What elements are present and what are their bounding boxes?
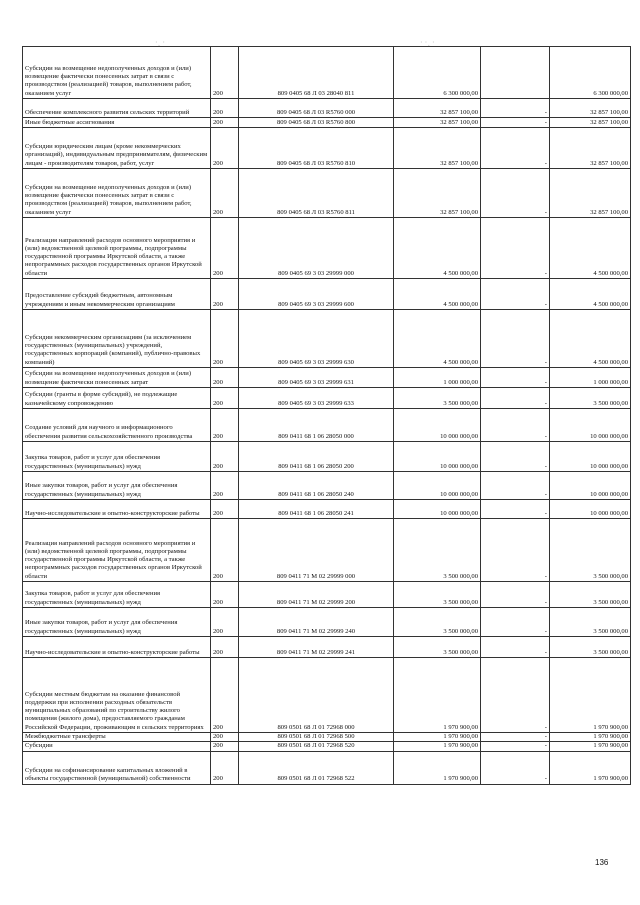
row-total-cell: 4 500 000,00 [550,310,631,368]
row-code-cell: 200 [211,169,239,218]
table-row [23,742,631,751]
table-row [23,608,631,637]
row-total-cell: 32 857 100,00 [550,169,631,218]
row-kbk-cell: 809 0405 68 Л 03 R5760 811 [239,169,394,218]
row-total-cell: 4 500 000,00 [550,279,631,310]
page-number: 136 [595,858,609,867]
row-change-cell: - [481,310,550,368]
row-kbk-cell: 809 0405 69 3 03 29999 000 [239,218,394,279]
row-kbk-cell: 809 0411 68 1 06 28050 000 [239,409,394,442]
row-name-cell: Реализация направлений расходов основного мероприятия и (или) ведомственной целевой программы, подпрограммы государственной программы Иркутской области, а также непрограммных расходов государственных органов Иркутской области [23,519,211,582]
row-change-cell: - [481,128,550,169]
row-kbk-cell: 809 0411 68 1 06 28050 241 [239,500,394,519]
row-code-cell: 200 [211,118,239,128]
row-total-cell: 10 000 000,00 [550,500,631,519]
table-row [23,47,631,99]
row-code-cell: 200 [211,658,239,733]
row-code-cell: 200 [211,500,239,519]
row-amount-cell: 10 000 000,00 [394,500,481,519]
row-kbk-cell: 809 0405 69 3 03 29999 600 [239,279,394,310]
row-amount-cell: 32 857 100,00 [394,99,481,118]
row-code-cell: 200 [211,409,239,442]
row-change-cell: - [481,169,550,218]
row-name-cell: Иные закупки товаров, работ и услуг для обеспечения государственных (муниципальных) нужд [23,608,211,637]
row-code-cell: 200 [211,742,239,751]
row-name-cell: Предоставление субсидий бюджетным, автономным учреждениям и иным некоммерческим организациям [23,279,211,310]
row-name-cell: Субсидии некоммерческим организациям (за исключением государственных (муниципальных) учреждений, государственных корпораций (компаний), публично-правовых компаний) [23,310,211,368]
row-change-cell: - [481,388,550,409]
row-name-cell: Научно-исследовательские и опытно-конструкторские работы [23,637,211,658]
table-row [23,310,631,368]
table-row [23,519,631,582]
row-kbk-cell: 809 0405 68 Л 03 R5760 800 [239,118,394,128]
table-row [23,169,631,218]
row-code-cell: 200 [211,99,239,118]
row-amount-cell: 1 970 900,00 [394,751,481,784]
row-name-cell: Субсидии на софинансирование капитальных вложений в объекты государственной (муниципальной) собственности [23,751,211,784]
row-change-cell: - [481,409,550,442]
row-amount-cell: 3 500 000,00 [394,388,481,409]
row-change-cell: - [481,442,550,472]
row-code-cell: 200 [211,519,239,582]
row-total-cell: 3 500 000,00 [550,519,631,582]
row-kbk-cell: 809 0411 71 М 02 29999 240 [239,608,394,637]
row-name-cell: Субсидии местным бюджетам на оказание финансовой поддержки при исполнении расходных обязательств муниципальных образований по строительству жилого помещения (жилого дома), предоставляемого гражданам Российской Федерации, проживающим в сельских территориях [23,658,211,733]
row-name-cell: Реализация направлений расходов основного мероприятия и (или) ведомственной целевой программы, подпрограммы государственной программы Иркутской области, а также непрограммных расходов государственных органов Иркутской области [23,218,211,279]
row-code-cell: 200 [211,218,239,279]
row-change-cell: - [481,582,550,608]
row-code-cell: 200 [211,368,239,388]
row-name-cell: Обеспечение комплексного развития сельских территорий [23,99,211,118]
row-amount-cell: 3 500 000,00 [394,608,481,637]
row-name-cell: Субсидии на возмещение недополученных доходов и (или) возмещение фактически понесенных затрат в связи с производством (реализацией) товаров, выполнением работ, оказанием услуг [23,47,211,99]
row-amount-cell: 1 000 000,00 [394,368,481,388]
row-amount-cell: 4 500 000,00 [394,218,481,279]
row-total-cell: 32 857 100,00 [550,128,631,169]
row-amount-cell: 10 000 000,00 [394,442,481,472]
row-change-cell: - [481,279,550,310]
header-scribble-left: ·¸ · [155,38,165,47]
row-amount-cell: 1 970 900,00 [394,742,481,751]
table-row [23,500,631,519]
row-code-cell: 200 [211,733,239,742]
row-total-cell: 32 857 100,00 [550,118,631,128]
row-total-cell: 3 500 000,00 [550,582,631,608]
row-total-cell: 10 000 000,00 [550,409,631,442]
row-code-cell: 200 [211,472,239,500]
header-scribble-right: · ·¸ · [420,38,435,47]
row-name-cell: Субсидии (гранты в форме субсидий), не подлежащие казначейскому сопровождению [23,388,211,409]
row-kbk-cell: 809 0501 68 Л 01 72968 000 [239,658,394,733]
row-change-cell: - [481,218,550,279]
row-name-cell: Научно-исследовательские и опытно-конструкторские работы [23,500,211,519]
row-change-cell: - [481,608,550,637]
row-change-cell: - [481,751,550,784]
row-total-cell: 3 500 000,00 [550,637,631,658]
row-amount-cell: 32 857 100,00 [394,118,481,128]
row-code-cell: 200 [211,442,239,472]
table-row [23,128,631,169]
row-amount-cell: 1 970 900,00 [394,733,481,742]
table-row [23,279,631,310]
budget-table [22,46,631,785]
row-name-cell: Закупка товаров, работ и услуг для обеспечения государственных (муниципальных) нужд [23,582,211,608]
table-row [23,388,631,409]
row-name-cell: Иные закупки товаров, работ и услуг для обеспечения государственных (муниципальных) нужд [23,472,211,500]
table-row [23,218,631,279]
row-total-cell: 10 000 000,00 [550,442,631,472]
table-row [23,118,631,128]
row-name-cell: Иные бюджетные ассигнования [23,118,211,128]
row-name-cell: Субсидии на возмещение недополученных доходов и (или) возмещение фактически понесенных затрат [23,368,211,388]
row-change-cell: - [481,519,550,582]
row-change-cell: - [481,733,550,742]
row-amount-cell: 10 000 000,00 [394,409,481,442]
budget-table-body [23,47,631,785]
row-total-cell: 1 970 900,00 [550,658,631,733]
row-amount-cell: 4 500 000,00 [394,279,481,310]
row-kbk-cell: 809 0405 68 Л 03 R5760 810 [239,128,394,169]
table-row [23,409,631,442]
row-code-cell: 200 [211,637,239,658]
row-kbk-cell: 809 0405 69 3 03 29999 630 [239,310,394,368]
row-change-cell: - [481,742,550,751]
row-change-cell: - [481,99,550,118]
row-kbk-cell: 809 0405 69 3 03 29999 631 [239,368,394,388]
row-amount-cell: 3 500 000,00 [394,582,481,608]
row-kbk-cell: 809 0405 69 3 03 29999 633 [239,388,394,409]
row-total-cell: 1 000 000,00 [550,368,631,388]
table-row [23,751,631,784]
row-kbk-cell: 809 0501 68 Л 01 72968 522 [239,751,394,784]
table-row [23,582,631,608]
row-total-cell: 3 500 000,00 [550,608,631,637]
row-kbk-cell: 809 0411 71 М 02 29999 241 [239,637,394,658]
row-amount-cell: 3 500 000,00 [394,519,481,582]
row-kbk-cell: 809 0501 68 Л 01 72968 520 [239,742,394,751]
row-name-cell: Субсидии юридическим лицам (кроме некоммерческих организаций), индивидуальным предпринимателям, физическим лицам - производителям товаров, работ, услуг [23,128,211,169]
row-name-cell: Субсидии [23,742,211,751]
table-row [23,99,631,118]
row-kbk-cell: 809 0405 68 Л 03 28040 811 [239,47,394,99]
row-code-cell: 200 [211,310,239,368]
row-code-cell: 200 [211,279,239,310]
row-total-cell: 3 500 000,00 [550,388,631,409]
row-code-cell: 200 [211,608,239,637]
row-code-cell: 200 [211,751,239,784]
row-name-cell: Создание условий для научного и информационного обеспечения развития сельскохозяйственного производства [23,409,211,442]
row-total-cell: 4 500 000,00 [550,218,631,279]
row-total-cell: 32 857 100,00 [550,99,631,118]
row-total-cell: 1 970 900,00 [550,742,631,751]
table-row [23,442,631,472]
row-kbk-cell: 809 0411 68 1 06 28050 240 [239,472,394,500]
row-total-cell: 1 970 900,00 [550,751,631,784]
row-amount-cell: 3 500 000,00 [394,637,481,658]
row-amount-cell: 32 857 100,00 [394,169,481,218]
row-name-cell: Закупка товаров, работ и услуг для обеспечения государственных (муниципальных) нужд [23,442,211,472]
table-row [23,658,631,733]
table-row [23,733,631,742]
row-kbk-cell: 809 0411 68 1 06 28050 200 [239,442,394,472]
row-change-cell [481,47,550,99]
row-kbk-cell: 809 0411 71 М 02 29999 200 [239,582,394,608]
row-amount-cell: 32 857 100,00 [394,128,481,169]
row-change-cell: - [481,368,550,388]
row-amount-cell: 1 970 900,00 [394,658,481,733]
row-amount-cell: 6 300 000,00 [394,47,481,99]
row-code-cell: 200 [211,128,239,169]
row-change-cell: - [481,658,550,733]
row-total-cell: 6 300 000,00 [550,47,631,99]
row-name-cell: Субсидии на возмещение недополученных доходов и (или) возмещение фактически понесенных затрат в связи с производством (реализацией) товаров, выполнением работ, оказанием услуг [23,169,211,218]
row-change-cell: - [481,472,550,500]
row-change-cell: - [481,500,550,519]
row-code-cell: 200 [211,388,239,409]
row-change-cell: - [481,118,550,128]
row-name-cell: Межбюджетные трансферты [23,733,211,742]
row-kbk-cell: 809 0405 68 Л 03 R5760 000 [239,99,394,118]
table-row [23,472,631,500]
table-row [23,637,631,658]
row-code-cell: 200 [211,47,239,99]
row-code-cell: 200 [211,582,239,608]
row-amount-cell: 4 500 000,00 [394,310,481,368]
row-change-cell: - [481,637,550,658]
row-total-cell: 10 000 000,00 [550,472,631,500]
row-total-cell: 1 970 900,00 [550,733,631,742]
row-amount-cell: 10 000 000,00 [394,472,481,500]
row-kbk-cell: 809 0411 71 М 02 29999 000 [239,519,394,582]
table-row [23,368,631,388]
row-kbk-cell: 809 0501 68 Л 01 72968 500 [239,733,394,742]
